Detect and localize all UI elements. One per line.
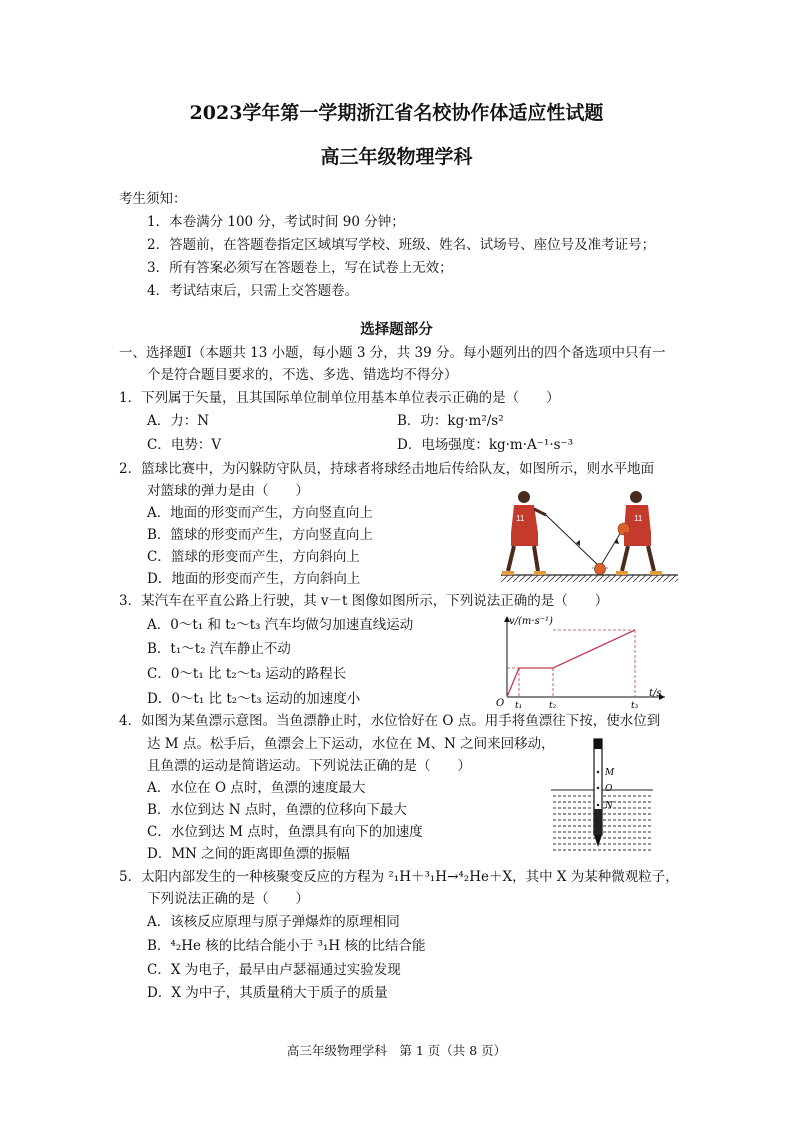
graph-axes: [504, 616, 665, 700]
q4-option-d: D．MN 之间的距离即鱼漂的振幅: [147, 846, 350, 862]
section-intro: 一、选择题Ⅰ（本题共 13 小题，每小题 3 分，共 39 分。每小题列出的四个备选项中只有一: [119, 345, 666, 361]
q3-option-b: B．t₁～t₂ 汽车静止不动: [147, 641, 291, 657]
point-o-label: O: [605, 784, 613, 794]
q5-stem: 下列说法正确的是（ ）: [147, 891, 309, 907]
player-receiver: [616, 491, 662, 575]
fishing-float: [594, 739, 602, 847]
exam-subtitle: 高三年级物理学科: [320, 146, 473, 168]
q1-option-b: B．功：kg·m²/s²: [397, 413, 504, 429]
vt-line: [507, 630, 635, 697]
q1-option-a: A．力：N: [147, 413, 210, 429]
ground: [501, 575, 678, 582]
q1-option-c: C．电势：V: [147, 437, 222, 453]
q4-stem: 4．如图为某鱼漂示意图。当鱼漂静止时，水位恰好在 O 点。用手将鱼漂往下按，使水位到: [119, 713, 661, 729]
x-axis-label: t/s: [649, 688, 662, 699]
ball-trajectory: [546, 515, 624, 575]
basketball-figure: [496, 485, 681, 585]
q2-option-c: C．篮球的形变而产生，方向斜向上: [147, 549, 360, 565]
q1-stem: 1．下列属于矢量，且其国际单位制单位用基本单位表示正确的是（ ）: [119, 390, 560, 406]
q4-option-c: C．水位到达 M 点时，鱼漂具有向下的加速度: [147, 824, 423, 840]
q3-stem: 3．某汽车在平直公路上行驶，其 v－t 图像如图所示，下列说法正确的是（ ）: [119, 593, 609, 609]
player-passer: [502, 491, 546, 575]
section-title: 选择题部分: [360, 321, 433, 338]
q3-option-c: C．0～t₁ 比 t₂～t₃ 运动的路程长: [147, 666, 347, 682]
q5-option-c: C．X 为电子，最早由卢瑟福通过实验发现: [147, 962, 401, 978]
y-axis-label: v/(m·s⁻¹): [509, 616, 553, 627]
notice-heading: 考生须知：: [119, 191, 187, 207]
t2-label: t₂: [549, 701, 557, 711]
q4-stem: 达 M 点。松手后，鱼漂会上下运动，水位在 M、N 之间来回移动，: [147, 736, 555, 752]
q2-option-d: D．地面的形变而产生，方向斜向上: [147, 571, 361, 587]
q4-option-b: B．水位到达 N 点时，鱼漂的位移向下最大: [147, 802, 407, 818]
q2-option-a: A．地面的形变而产生，方向竖直向上: [147, 505, 373, 521]
t3-label: t₃: [631, 701, 639, 711]
notice-item: 3．所有答案必须写在答题卷上，写在试卷上无效；: [147, 260, 453, 276]
q2-stem: 对篮球的弹力是由（ ）: [147, 483, 309, 499]
q3-option-a: A．0～t₁ 和 t₂～t₃ 汽车均做匀加速直线运动: [147, 617, 414, 633]
notice-item: 2．答题前，在答题卷指定区域填写学校、班级、姓名、试场号、座位号及准考证号；: [147, 237, 656, 253]
q5-stem: 5．太阳内部发生的一种核聚变反应的方程为 ²₁H＋³₁H→⁴₂He＋X，其中 X 为某种微观粒子，: [119, 869, 679, 885]
section-intro: 个是符合题目要求的，不选、多选、错选均不得分）: [147, 367, 458, 383]
q5-option-a: A．该核反应原理与原子弹爆炸的原理相同: [147, 914, 400, 930]
q2-stem: 2．篮球比赛中，为闪躲防守队员，持球者将球经击地后传给队友，如图所示，则水平地面: [119, 461, 655, 477]
q4-option-a: A．水位在 O 点时，鱼漂的速度最大: [147, 780, 366, 796]
notice-item: 4．考试结束后，只需上交答题卷。: [147, 283, 359, 299]
jersey-number: 11: [634, 514, 643, 523]
exam-title: 2023学年第一学期浙江省名校协作体适应性试题: [189, 102, 604, 124]
point-m-label: M: [605, 768, 615, 778]
t1-label: t₁: [515, 701, 523, 711]
q4-stem: 且鱼漂的运动是简谐运动。下列说法正确的是（ ）: [147, 758, 471, 774]
q5-option-b: B．⁴₂He 核的比结合能小于 ³₁H 核的比结合能: [147, 938, 426, 954]
jersey-number: 11: [516, 514, 525, 523]
point-n-label: N: [605, 801, 613, 811]
q1-option-d: D．电场强度：kg·m·A⁻¹·s⁻³: [397, 437, 574, 453]
guide-lines: [507, 630, 635, 697]
notice-item: 1．本卷满分 100 分，考试时间 90 分钟；: [147, 214, 405, 230]
page-footer: 高三年级物理学科 第 1 页（共 8 页）: [286, 1043, 507, 1058]
q5-option-d: D．X 为中子，其质量稍大于质子的质量: [147, 985, 388, 1001]
vt-graph: [493, 612, 673, 712]
q3-option-d: D．0～t₁ 比 t₂～t₃ 运动的加速度小: [147, 691, 361, 707]
origin-label: O: [496, 698, 505, 709]
q2-option-b: B．篮球的形变而产生，方向竖直向上: [147, 527, 373, 543]
fishing-float-figure: [548, 735, 658, 860]
